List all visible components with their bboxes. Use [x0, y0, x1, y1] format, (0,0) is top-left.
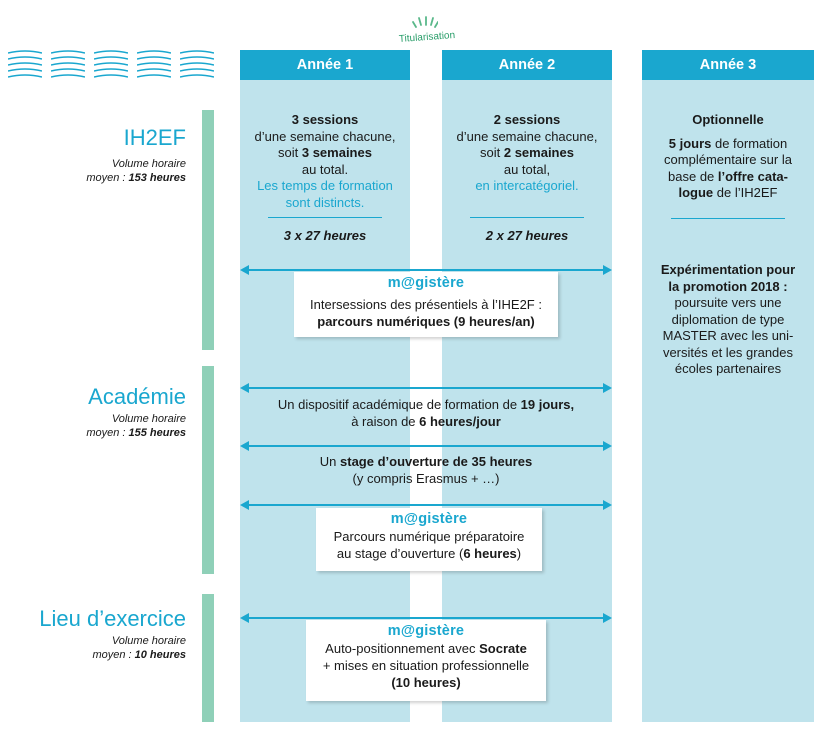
year2-note-line1: en intercatégoriel.	[475, 178, 579, 193]
ih2ef-volume-label: Volume horaire	[111, 158, 186, 170]
hatch-lines-decoration-1	[8, 50, 42, 78]
year1-sessions-text	[240, 112, 410, 211]
year1-header: Année 1	[240, 50, 410, 80]
year3-p5: écoles partenaires	[674, 361, 782, 376]
year1-note-line2: sont distincts.	[285, 194, 365, 210]
year3-l4-rest: de l’IH2EF	[713, 185, 778, 200]
year3-l4-bold: logue	[678, 185, 714, 200]
socrate-box	[306, 620, 546, 701]
stage-duration: stage d’ouverture de 35 heures	[340, 454, 533, 469]
magistere-logo-3: m@gistère	[387, 623, 465, 639]
ih2ef-volume-prefix: moyen :	[86, 172, 129, 184]
academie-bar	[202, 366, 214, 574]
year3-exp-line1: Expérimentation pour	[660, 262, 796, 277]
lieu-volume-prefix: moyen :	[92, 649, 135, 661]
year3-header: Année 3	[642, 50, 814, 80]
year3-p1: poursuite vers une	[674, 295, 782, 310]
intersessions-line2: parcours numériques (9 heures/an)	[317, 314, 535, 329]
double-arrow-academic	[240, 382, 612, 394]
ih2ef-bar	[202, 110, 214, 350]
year1-hours: 3 x 27 heures	[283, 228, 367, 243]
year2-divider	[470, 217, 584, 218]
hatch-lines-decoration-3	[94, 50, 128, 78]
parcours-box	[316, 508, 542, 571]
year1-weeks: 3 semaines	[301, 145, 372, 160]
academic-l2-pre: à raison de	[351, 413, 420, 429]
stage-l1-pre: Un	[319, 454, 341, 469]
year1-sessions: 3 sessions	[291, 112, 359, 127]
socrate-line2: + mises en situation professionnelle	[322, 658, 530, 673]
academic-l1-pre: Un dispositif académique de formation de	[277, 397, 521, 412]
year1-line3-pre: soit	[278, 145, 302, 160]
academie-volume-hours: 155 heures	[128, 427, 186, 439]
year3-l2: complémentaire sur la	[664, 152, 792, 167]
year1-divider	[268, 217, 382, 218]
ih2ef-volume-hours: 153 heures	[128, 172, 186, 184]
year2-header: Année 2	[442, 50, 612, 80]
stage-text	[240, 454, 612, 487]
year3-exp-line2: la promotion 2018 :	[668, 278, 788, 294]
lieu-bar	[202, 594, 214, 722]
double-arrow-stage	[240, 440, 612, 452]
lieu-title: Lieu d’exercice	[39, 606, 186, 631]
year2-sessions: 2 sessions	[493, 112, 561, 127]
titularisation-rays-icon	[412, 14, 438, 30]
socrate-l1-pre: Auto-positionnement avec	[325, 641, 480, 656]
parcours-l2-post: )	[516, 546, 522, 561]
titularisation-label: Titularisation	[398, 30, 456, 45]
intersessions-box	[294, 272, 558, 337]
academic-device-text	[240, 397, 612, 430]
year3-experimentation	[642, 262, 814, 378]
socrate-name: Socrate	[479, 641, 527, 656]
academie-title: Académie	[88, 384, 186, 409]
year3-l3-pre: base de	[668, 168, 718, 184]
year3-l1-rest: de formation	[711, 135, 788, 151]
year3-p3: MASTER avec les uni-	[662, 328, 794, 343]
year3-divider	[671, 218, 785, 219]
intersessions-line1: Intersessions des présentiels à l’IHE2F :	[310, 297, 542, 312]
academie-volume-prefix: moyen :	[86, 427, 129, 439]
year3-optional-text	[642, 112, 814, 202]
year3-p4: versités et les grandes	[662, 344, 794, 360]
stage-erasmus: (y compris Erasmus + …)	[352, 470, 500, 486]
academie-volume-label: Volume horaire	[111, 413, 186, 425]
year3-p2: diplomation de type	[671, 311, 785, 327]
academic-hours-per-day: 6 heures/jour	[419, 413, 501, 429]
hatch-lines-decoration-5	[180, 50, 214, 78]
parcours-l2-pre: au stage d’ouverture (	[336, 546, 464, 561]
lieu-volume-hours: 10 heures	[134, 649, 186, 661]
year2-line4: au total,	[503, 161, 551, 177]
year2-line3-pre: soit	[480, 145, 504, 160]
year2-hours: 2 x 27 heures	[485, 228, 569, 243]
year1-line2: d’une semaine chacune,	[254, 128, 396, 144]
year2-sessions-text	[442, 112, 612, 195]
year2-weeks: 2 semaines	[503, 145, 574, 160]
lieu-volume-label: Volume horaire	[111, 635, 186, 647]
year2-line2: d’une semaine chacune,	[456, 128, 598, 144]
hatch-lines-decoration-4	[137, 50, 171, 78]
year3-l3-bold: l’offre cata-	[717, 168, 788, 184]
parcours-hours: 6 heures	[463, 546, 517, 561]
ih2ef-volume	[86, 157, 186, 185]
academie-volume	[86, 412, 186, 440]
hatch-lines-decoration-2	[51, 50, 85, 78]
socrate-hours: (10 heures)	[391, 675, 461, 690]
academic-days: 19 jours,	[520, 397, 575, 412]
ih2ef-title: IH2EF	[123, 125, 186, 150]
year3-days: 5 jours	[668, 135, 712, 151]
lieu-volume	[92, 634, 186, 662]
magistere-logo-1: m@gistère	[387, 275, 465, 291]
year1-note-line1: Les temps de formation	[257, 178, 393, 193]
magistere-logo-2: m@gistère	[390, 511, 468, 527]
year3-title: Optionnelle	[692, 112, 764, 127]
year1-line4: au total.	[301, 161, 349, 177]
parcours-line1: Parcours numérique préparatoire	[333, 529, 525, 544]
